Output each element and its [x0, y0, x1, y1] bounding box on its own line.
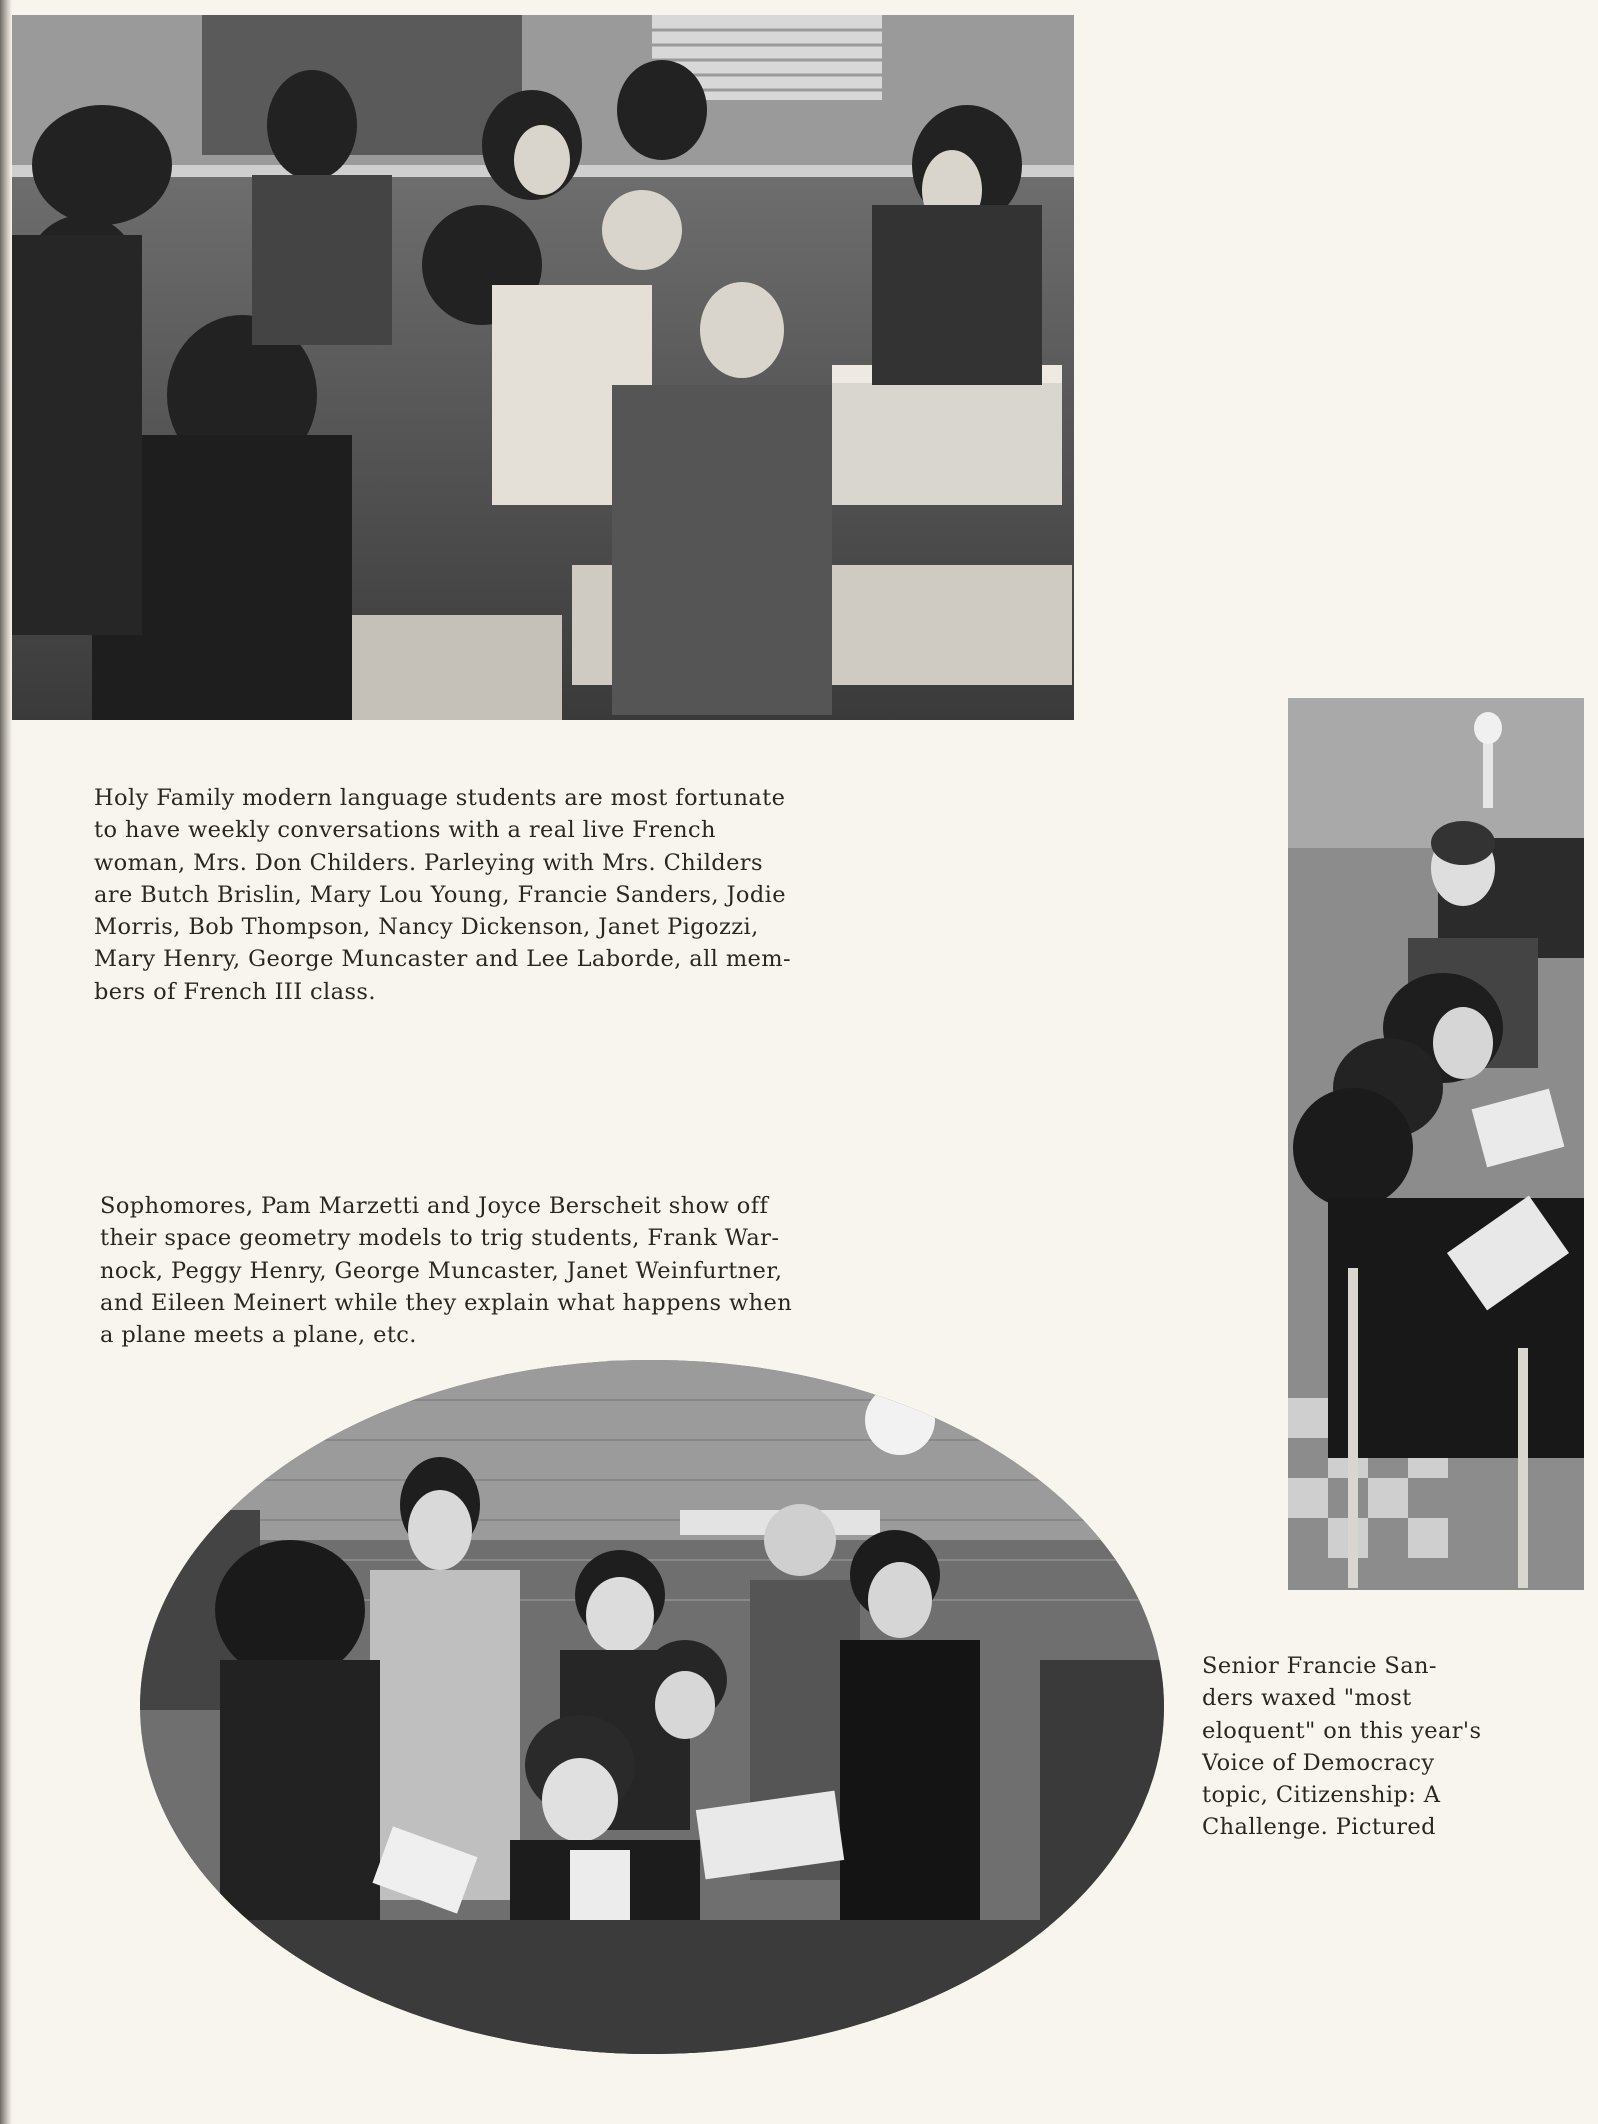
geometry-caption [100, 1190, 980, 1351]
caption-line: their space geometry models to trig students, Frank War- [100, 1225, 780, 1252]
voice-of-democracy-photo [1288, 698, 1584, 1590]
caption-line: woman, Mrs. Don Childers. Parleying with Mrs. Childers [94, 849, 763, 876]
caption-line: Mary Henry, George Muncaster and Lee Laborde, all mem- [94, 946, 792, 973]
caption-line: ders waxed "most [1202, 1685, 1412, 1712]
geometry-models-photo [140, 1360, 1165, 2055]
caption-line: Morris, Bob Thompson, Nancy Dickenson, Janet Pigozzi, [94, 914, 759, 941]
caption-line: bers of French III class. [94, 978, 376, 1005]
caption-line: to have weekly conversations with a real live French [94, 817, 716, 844]
caption-line: nock, Peggy Henry, George Muncaster, Janet Weinfurtner, [100, 1257, 783, 1284]
caption-line: are Butch Brislin, Mary Lou Young, Francie Sanders, Jodie [94, 881, 786, 908]
page-binding-edge [0, 0, 12, 2124]
french-class-caption [94, 782, 994, 1008]
caption-line: Sophomores, Pam Marzetti and Joyce Berscheit show off [100, 1193, 769, 1219]
caption-line: Senior Francie San- [1202, 1653, 1437, 1679]
caption-line: Voice of Democracy [1202, 1749, 1435, 1776]
caption-line: eloquent" on this year's [1202, 1717, 1482, 1744]
french-class-photo [12, 15, 1074, 720]
caption-line: topic, Citizenship: A [1202, 1782, 1441, 1809]
caption-line: and Eileen Meinert while they explain what happens when [100, 1289, 793, 1316]
caption-line: Holy Family modern language students are most fortunate [94, 785, 786, 811]
democracy-caption [1202, 1650, 1562, 1844]
caption-line: a plane meets a plane, etc. [100, 1322, 417, 1349]
caption-line: Challenge. Pictured [1202, 1814, 1436, 1841]
